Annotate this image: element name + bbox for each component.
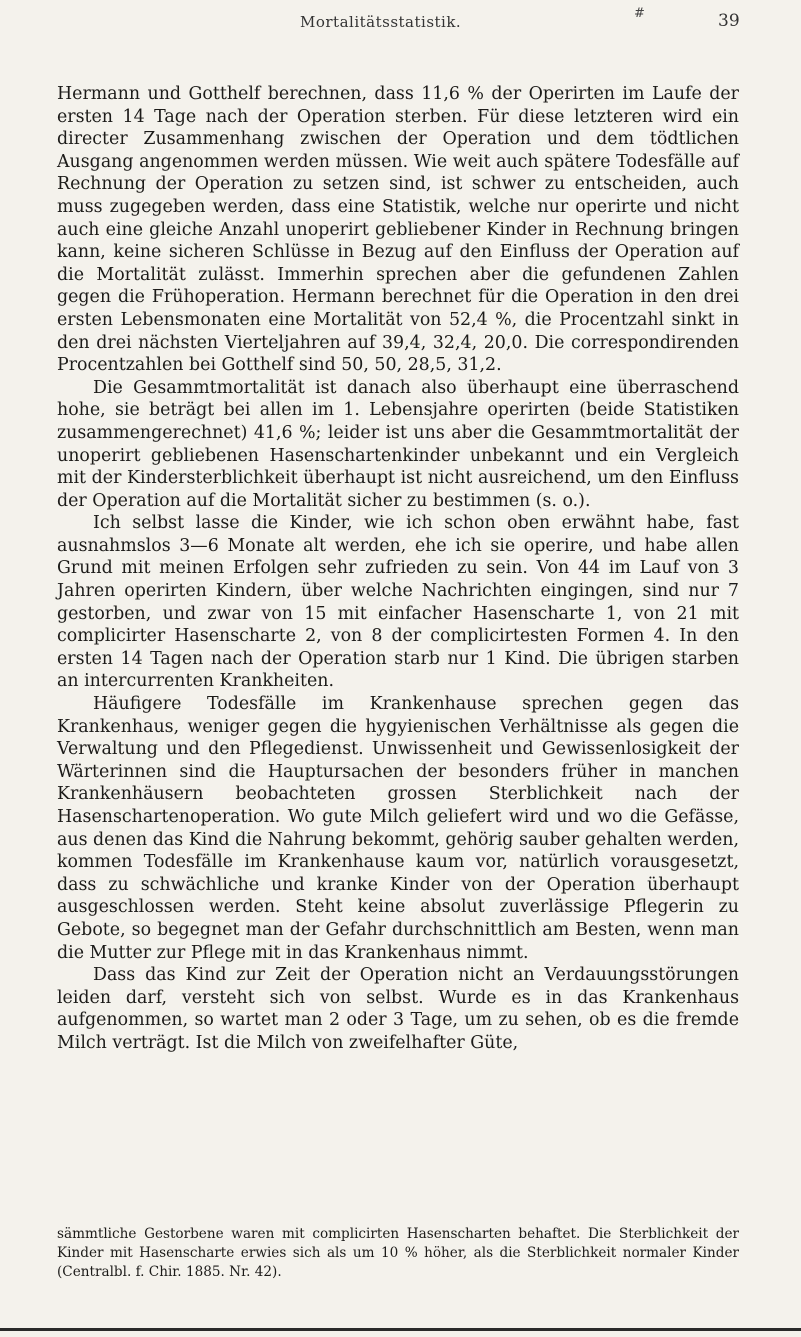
page-edge-rule (0, 1328, 801, 1331)
paragraph-hermann-gotthelf: Hermann und Gotthelf berechnen, dass 11,6 % der Operirten im Laufe der ersten 14 Tage nach der Operation sterben. Für diese letzteren wird ein directer Zusammenhang zwischen der Operation und dem tödtlichen Ausgang angenommen werden müssen. Wie weit auch spätere Todesfälle auf Rechnung der Operation zu setzen sind, ist schwer zu entscheiden, auch muss zugegeben werden, dass eine Statistik, welche nur operirte und nicht auch eine gleiche Anzahl unoperirt gebliebener Kinder in Rechnung bringen kann, keine sicheren Schlüsse in Bezug auf den Einfluss der Operation auf die Mortalität zulässt. Immerhin sprechen aber die gefundenen Zahlen gegen die Frühoperation. Hermann berechnet für die Operation in den drei ersten Lebensmonaten eine Mortalität von 52,4 %, die Procentzahl sinkt in den drei nächsten Vierteljahren auf 39,4, 32,4, 20,0. Die correspondirenden Procentzahlen bei Gotthelf sind 50, 50, 28,5, 31,2. (57, 84, 739, 376)
paragraph-gesammtmortalitaet: Die Gesammtmortalität ist danach also überhaupt eine überraschend hohe, sie beträgt bei allen im 1. Lebensjahre operirten (beide Statistiken zusammengerechnet) 41,6 %; leider ist uns aber die Gesammtmortalität der unoperirt gebliebenen Hasenschartenkinder unbekannt und ein Vergleich mit der Kindersterblichkeit überhaupt ist nicht ausreichend, um den Einfluss der Operation auf die Mortalität sicher zu bestimmen (s. o.). (57, 377, 739, 511)
body-text (57, 83, 739, 1055)
paragraph-verdauungsstoerungen: Dass das Kind zur Zeit der Operation nicht an Verdauungsstörungen leiden darf, versteht sich von selbst. Wurde es in das Krankenhaus aufgenommen, so wartet man 2 oder 3 Tage, um zu sehen, ob es die fremde Milch verträgt. Ist die Milch von zweifelhafter Güte, (57, 965, 739, 1053)
printer-mark: # (634, 6, 645, 21)
page-number: 39 (718, 11, 740, 31)
running-head: Mortalitätsstatistik. (300, 13, 462, 31)
paragraph-krankenhaus: Häufigere Todesfälle im Krankenhause sprechen gegen das Krankenhaus, weniger gegen die hygyienischen Verhältnisse als gegen die Verwaltung und den Pflegedienst. Unwissenheit und Gewissenlosigkeit der Wärterinnen sind die Hauptursachen der besonders früher in manchen Krankenhäusern beobachteten grossen Sterblichkeit nach der Hasenschartenoperation. Wo gute Milch geliefert wird und wo die Gefässe, aus denen das Kind die Nahrung bekommt, gehörig sauber gehalten werden, kommen Todesfälle im Krankenhause kaum vor, natürlich vorausgesetzt, dass zu schwächliche und kranke Kinder von der Operation überhaupt ausgeschlossen werden. Steht keine absolut zuverlässige Pflegerin zu Gebote, so begegnet man der Gefahr durchschnittlich am Besten, wenn man die Mutter zur Pflege mit in das Krankenhaus nimmt. (57, 694, 739, 963)
footnote: sämmtliche Gestorbene waren mit complicirten Hasenscharten behaftet. Die Sterblichkeit der Kinder mit Hasenscharte erwies sich als um 10 % höher, als die Sterblichkeit normaler Kinder (Centralbl. f. Chir. 1885. Nr. 42). (57, 1226, 739, 1280)
paragraph-eigene-erfahrung: Ich selbst lasse die Kinder, wie ich schon oben erwähnt habe, fast ausnahmslos 3—6 Monate alt werden, ehe ich sie operire, und habe allen Grund mit meinen Erfolgen sehr zufrieden zu sein. Von 44 im Lauf von 3 Jahren operirten Kindern, über welche Nachrichten eingingen, sind nur 7 gestorben, und zwar von 15 mit einfacher Hasenscharte 1, von 21 mit complicirter Hasenscharte 2, von 8 der complicirtesten Formen 4. In den ersten 14 Tagen nach der Operation starb nur 1 Kind. Die übrigen starben an intercurrenten Krankheiten. (57, 513, 739, 692)
